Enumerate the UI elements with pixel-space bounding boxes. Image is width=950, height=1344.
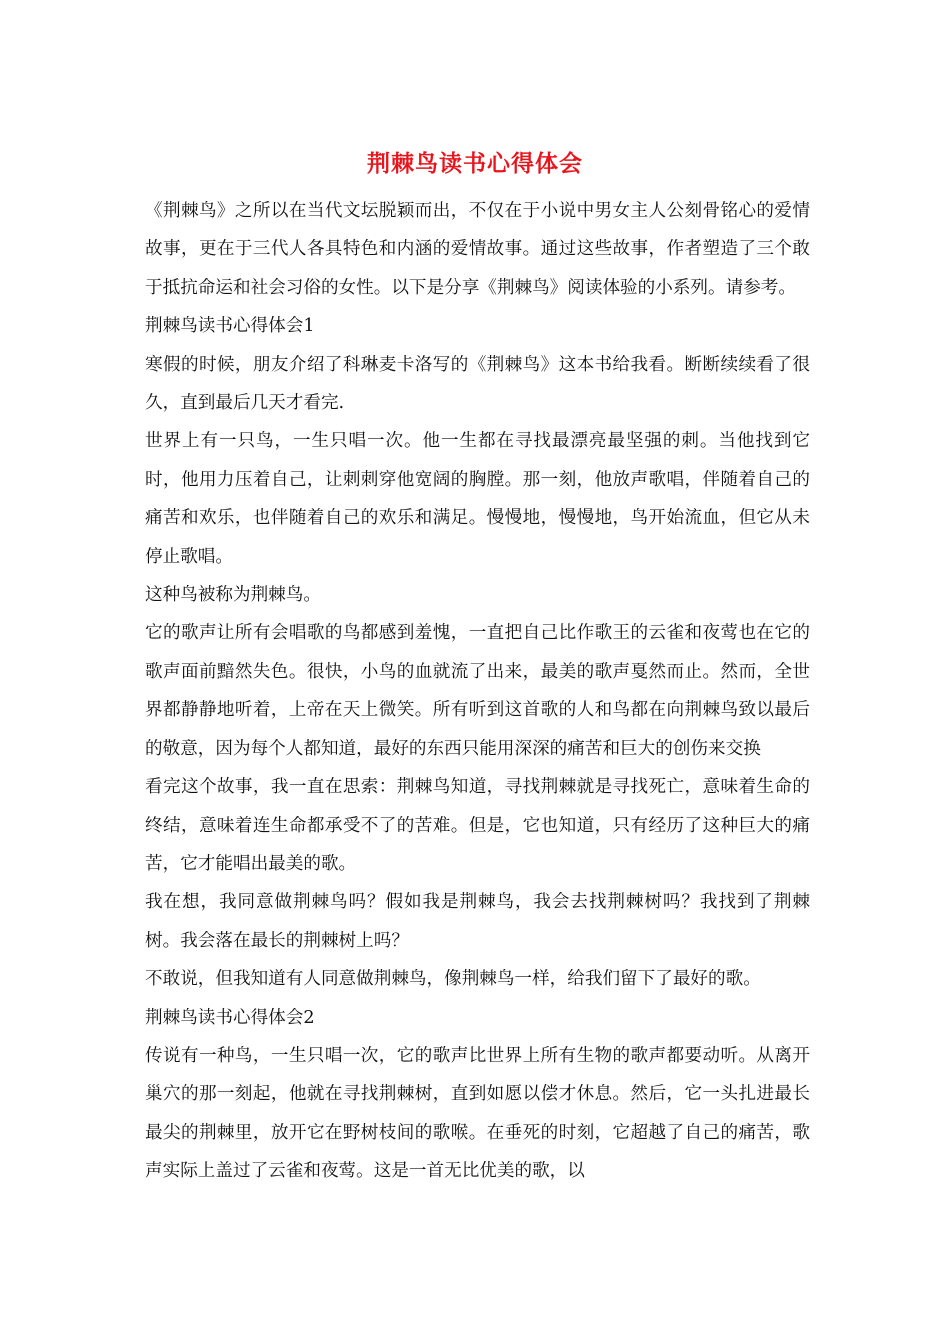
body-paragraph: 它的歌声让所有会唱歌的鸟都感到羞愧，一直把自己比作歌王的云雀和夜莺也在它的歌声面前黯然失色。很快，小鸟的血就流了出来，最美的歌声戛然而止。然而，全世界都静静地听着，上帝在天上微笑。所有听到这首歌的人和鸟都在向荆棘鸟致以最后的敬意，因为每个人都知道，最好的东西只能用深深的痛苦和巨大的创伤来交换: [145, 623, 810, 759]
body-paragraph: 不敢说，但我知道有人同意做荆棘鸟，像荆棘鸟一样，给我们留下了最好的歌。: [145, 969, 761, 990]
section-heading-2: 荆棘鸟读书心得体会2: [145, 1007, 315, 1028]
body-paragraph: 看完这个故事，我一直在思索：荆棘鸟知道，寻找荆棘就是寻找死亡，意味着生命的终结，意味着连生命都承受不了的苦难。但是，它也知道，只有经历了这种巨大的痛苦，它才能唱出最美的歌。: [145, 777, 810, 874]
body-paragraph: 寒假的时候，朋友介绍了科琳麦卡洛写的《荆棘鸟》这本书给我看。断断续续看了很久，直到最后几天才看完.: [145, 354, 810, 414]
body-paragraph: 传说有一种鸟，一生只唱一次，它的歌声比世界上所有生物的歌声都要动听。从离开巢穴的那一刻起，他就在寻找荆棘树，直到如愿以偿才休息。然后，它一头扎进最长最尖的荆棘里，放开它在野树枝间的歌喉。在垂死的时刻，它超越了自己的痛苦，歌声实际上盖过了云雀和夜莺。这是一首无比优美的歌，以: [145, 1045, 810, 1182]
body-paragraph: 世界上有一只鸟，一生只唱一次。他一生都在寻找最漂亮最坚强的刺。当他找到它时，他用力压着自己，让刺刺穿他宽阔的胸膛。那一刻，他放声歌唱，伴随着自己的痛苦和欢乐，也伴随着自己的欢乐和满足。慢慢地，慢慢地，鸟开始流血，但它从未停止歌唱。: [145, 431, 810, 567]
body-paragraph: 这种鸟被称为荆棘鸟。: [145, 585, 321, 606]
section-heading-1: 荆棘鸟读书心得体会1: [145, 316, 315, 337]
document-title: 荆棘鸟读书心得体会: [367, 151, 583, 177]
body-paragraph: 我在想，我同意做荆棘鸟吗？假如我是荆棘鸟，我会去找荆棘树吗？我找到了荆棘树。我会落在最长的荆棘树上吗？: [145, 892, 810, 951]
intro-paragraph: 《荆棘鸟》之所以在当代文坛脱颖而出，不仅在于小说中男女主人公刻骨铭心的爱情故事，更在于三代人各具特色和内涵的爱情故事。通过这些故事，作者塑造了三个敢于抵抗命运和社会习俗的女性。以下是分享《荆棘鸟》阅读体验的小系列。请参考。: [145, 201, 810, 298]
document-body: [145, 192, 810, 1191]
